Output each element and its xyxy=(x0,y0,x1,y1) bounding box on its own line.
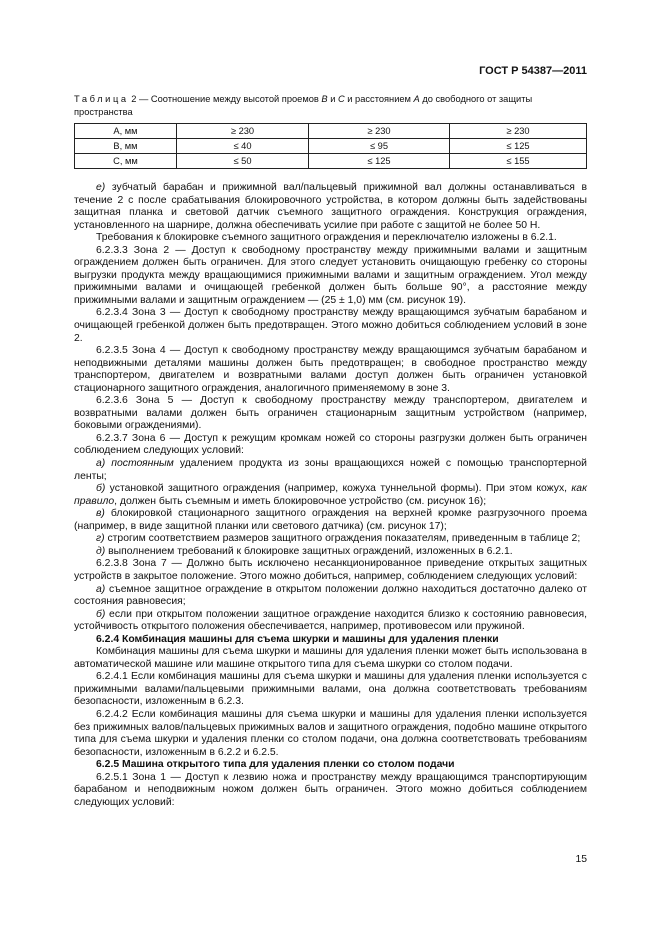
paragraph: 6.2.3.7 Зона 6 — Доступ к режущим кромкам ножей со стороны разгрузки должен быть ограничен соблюдением следующих условий: xyxy=(74,432,587,457)
row-label: С, мм xyxy=(75,154,177,169)
row-label: А, мм xyxy=(75,124,177,139)
dimensions-table xyxy=(74,123,587,169)
paragraph: е) зубчатый барабан и прижимной вал/пальцевый прижимной вал должны останавливаться в течение 2 с после срабатывания блокировочного устройства, в котором должны быть задействованы защитная планка и световой датчик съемного защитного ограждения. Конструкция ограждения, установленного на шарнире, должна обеспечивать усилие при работе с защитой не более 50 Н. xyxy=(74,182,587,231)
paragraph: 6.2.3.6 Зона 5 — Доступ к свободному пространству между транспортером, двигателем и возвратными валами должен быть ограничен стационарным защитным устройством (например, боковыми ограждениями). xyxy=(74,395,587,432)
caption-label: Таблица xyxy=(74,94,129,104)
paragraph: 6.2.3.4 Зона 3 — Доступ к свободному пространству между вращающимся зубчатым барабаном и очищающей гребенкой должен быть предотвращен. Этого можно добиться соблюдением условий в зоне 2. xyxy=(74,307,587,344)
body-text xyxy=(74,182,587,809)
list-item: д) выполнением требований к блокировке защитных ограждений, изложенных в 6.2.1. xyxy=(96,545,513,557)
section-heading: 6.2.4 Комбинация машины для съема шкурки и машины для удаления пленки xyxy=(96,633,499,645)
page-number: 15 xyxy=(575,854,587,865)
table-cell: ≤ 125 xyxy=(309,154,450,169)
table-cell: ≤ 40 xyxy=(177,139,309,154)
paragraph: 6.2.4.1 Если комбинация машины для съема шкурки и машины для удаления пленки используется с прижимными валами/пальцевыми прижимными валами, она должна соответствовать требованиям безопасности, изложенным в 6.2.3. xyxy=(74,671,587,708)
table-cell: ≥ 230 xyxy=(177,124,309,139)
table-row xyxy=(75,154,587,169)
table-cell: ≥ 230 xyxy=(309,124,450,139)
paragraph: 6.2.4.2 Если комбинация машины для съема шкурки и машины для удаления пленки используется без прижимных валов/пальцевых прижимных валов и защитного ограждения, подобно машине открытого типа для съема шкурки и удаления пленки со столом подачи, она должна соответствовать требованиям безопасности, изложенным в 6.2.2 и 6.2.5. xyxy=(74,708,587,758)
paragraph: Комбинация машины для съема шкурки и машины для удаления пленки может быть использована в автоматической машине или машине открытого типа для съема шкурки со столом подачи. xyxy=(74,646,587,670)
paragraph: Требования к блокировке съемного защитного ограждения и переключателю изложены в 6.2.1. xyxy=(96,232,557,244)
list-item: в) блокировкой стационарного защитного ограждения на верхней кромке разгрузочного проема (например, в виде защитной планки или светового датчика) (см. рисунок 17); xyxy=(74,508,587,532)
table-cell: ≤ 50 xyxy=(177,154,309,169)
list-item: г) строгим соответствием размеров защитного ограждения показателям, приведенным в таблице 2; xyxy=(96,533,581,545)
table-caption: Таблица 2 — Соотношение между высотой проемов В и С и расстоянием А до свободного от защиты пространства xyxy=(74,94,533,117)
row-label: В, мм xyxy=(75,139,177,154)
list-item: а) постоянным удалением продукта из зоны вращающихся ножей с помощью транспортерной ленты; xyxy=(74,458,587,482)
table-row xyxy=(75,139,587,154)
paragraph: 6.2.3.3 Зона 2 — Доступ к свободному пространству между прижимными валами и защитным ограждением должен быть ограничен. Для этого следует установить очищающую гребенку со стороны выгрузки продукта между вращающимися прижимными валами и защитным ограждением. Угол между прижимными валами и очищающей гребенкой должен быть больше 90°, а расстояние между прижимными валами и защитным ограждением — (25 ± 1,0) мм (см. рисунок 19). xyxy=(74,244,587,306)
section-heading: 6.2.5 Машина открытого типа для удаления пленки со столом подачи xyxy=(96,759,455,771)
table-cell: ≤ 125 xyxy=(450,139,587,154)
table-cell: ≤ 95 xyxy=(309,139,450,154)
document-header: ГОСТ Р 54387—2011 xyxy=(479,65,587,77)
list-item: б) установкой защитного ограждения (например, кожуха туннельной формы). При этом кожух, как правило, должен быть съемным и иметь блокировочное устройство (см. рисунок 16); xyxy=(74,483,587,507)
table-cell: ≥ 230 xyxy=(450,124,587,139)
table-row xyxy=(75,124,587,139)
paragraph: 6.2.3.5 Зона 4 — Доступ к свободному пространству между вращающимся зубчатым барабаном и неподвижными деталями машины должен быть предотвращен; в свободное пространство между транспортером, двигателем и возвратными валами доступ должен быть ограничен установкой стационарного защитного ограждения, аналогичного применяемому в зоне 3. xyxy=(74,345,587,394)
caption-number: 2 xyxy=(131,94,137,104)
list-item: б) если при открытом положении защитное ограждение находится близко к состоянию равновесия, устойчивость открытого положения обеспечивается, например, противовесом или пружиной. xyxy=(74,608,587,633)
paragraph: 6.2.5.1 Зона 1 — Доступ к лезвию ножа и пространству между вращающимся транспортирующим барабаном и неподвижным ножом должен быть ограничен. Этого можно добиться соблюдением следующих условий: xyxy=(74,771,587,808)
table-cell: ≤ 155 xyxy=(450,154,587,169)
list-item: а) съемное защитное ограждение в открытом положении должно находиться достаточно далеко от состояния равновесия; xyxy=(74,583,587,608)
paragraph: 6.2.3.8 Зона 7 — Должно быть исключено несанкционированное приведение открытых защитных устройств в закрытое положение. Этого можно добиться, например, соблюдением следующих условий: xyxy=(74,558,587,582)
